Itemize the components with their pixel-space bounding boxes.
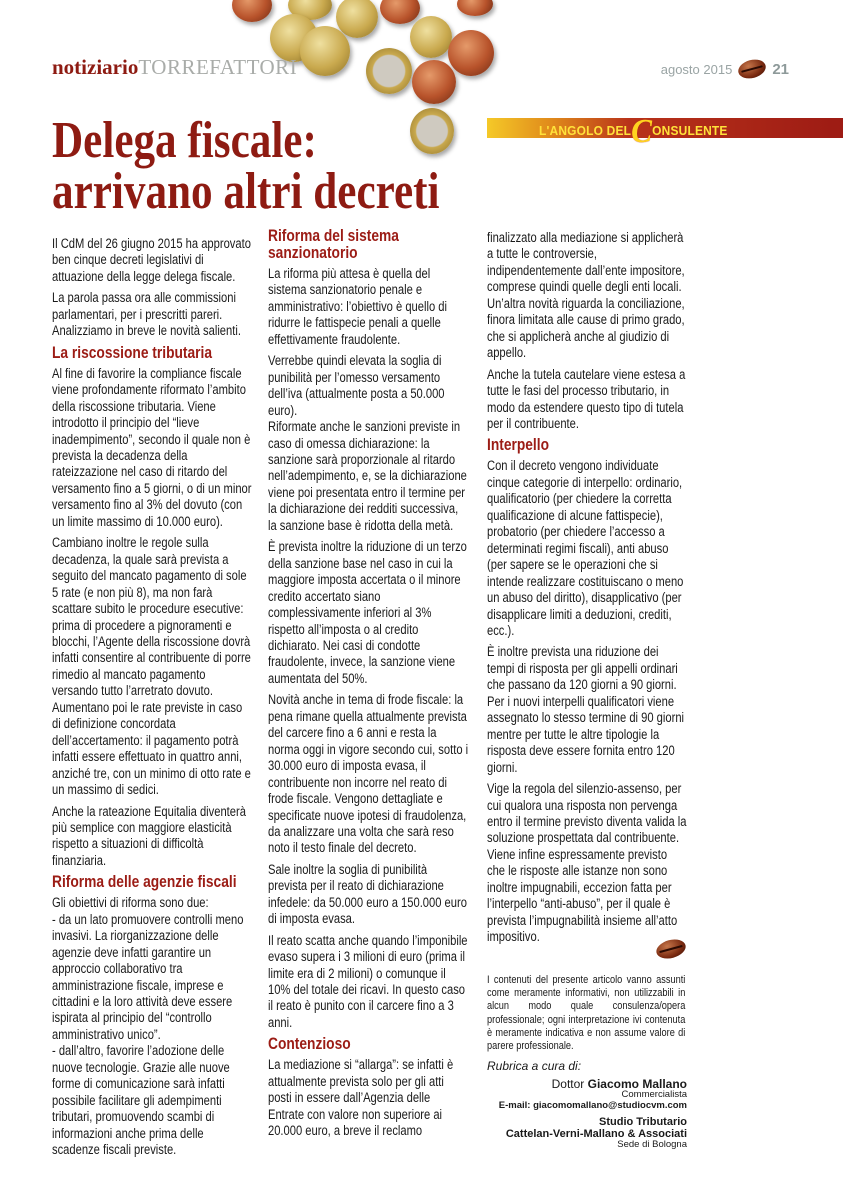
coin-icon xyxy=(457,0,493,16)
section-banner xyxy=(487,113,843,150)
page-number: 21 xyxy=(772,60,789,78)
paragraph: È prevista inoltre la riduzione di un terzo della sanzione base nel caso in cui la maggiore imposta accertata o il minore credito accertato siano complessivamente inferiori al 3% rispetto all’imposta o al credito dichiarato. Nei casi di condotte fraudolente, invece, la sanzione viene aumentata del 50%. xyxy=(268,539,467,686)
author-role: Commercialista xyxy=(621,1089,687,1100)
disclaimer: I contenuti del presente articolo vanno assunti come meramente informativi, non utilizzabili in alcun modo quale consulenza/opera professionale; ogni interpretazione ivi contenuta è meramente indicativa e non assume valore di parere professionale. xyxy=(487,974,686,1053)
paragraph: - dall’altro, favorire l’adozione delle nuove tecnologie. Grazie alle nuove forme di comunicazione sarà infatti possibile facilitare gli adempimenti tributari, promuovendo scambi di informazioni anche prima delle scadenze fiscali previste. xyxy=(52,1043,230,1158)
firm-name-2: Cattelan-Verni-Mallano & Associati xyxy=(505,1128,687,1140)
issue-info xyxy=(661,60,789,78)
author-name: Giacomo Mallano xyxy=(587,1077,687,1091)
banner-suffix: ONSULENTE xyxy=(652,123,728,138)
paragraph: Viene infine espressamente previsto che le risposte alle istanze non sono inoltre impugnabili, eccezion fatta per l’interpello “anti-abuso”, per il quale è prevista l’impugnabilità insieme all’atto impositivo. xyxy=(487,846,678,945)
paragraph: Il reato scatta anche quando l’imponibile evaso supera i 3 milioni di euro (prima il limite era di 2 milioni) o comunque il 10% del totale dei ricavi. In questo caso il reato è punito con il carcere fino a 3 anni. xyxy=(268,932,468,1030)
page-title xyxy=(52,112,440,220)
coin-icon xyxy=(232,0,272,22)
paragraph: Novità anche in tema di frode fiscale: la pena rimane quella attualmente prevista del carcere fino a 6 anni e resta la norma oggi in vigore secondo cui, sotto i 30.000 euro di imposta evasa, il contribuente non incorre nel reato di frode fiscale. Vengono dettagliate e specificate nuove ipotesi di fraudolenza, da analizzare una volta che sarà reso noto il testo finale del decreto. xyxy=(268,692,469,856)
paragraph: La riforma più attesa è quella del sistema sanzionatorio penale e amministrativo: l’obiettivo è quello di ridurre le fattispecie penali a quelle effettivamente fraudolente. xyxy=(268,266,447,347)
author-email[interactable]: E-mail: giacomomallano@studiocvm.com xyxy=(498,1099,687,1111)
banner-prefix: L'ANGOLO DEL xyxy=(539,123,632,138)
coffee-bean-icon xyxy=(736,57,768,82)
section-heading: La riscossione tributaria xyxy=(52,343,213,362)
article-column-2 xyxy=(268,228,468,1145)
masthead-primary: notiziario xyxy=(52,55,139,79)
paragraph: Al fine di favorire la compliance fiscale viene profondamente riformato l’ambito della riscossione tributaria. Viene introdotto il principio del “lieve inadempimento”, secondo il quale non è prevista la decadenza della rateizzazione nel caso di ritardo del versamento fino a 5 giorni, o di un minor versamento fino al 3% del dovuto (con un limite massimo di 10.000 euro). xyxy=(52,365,252,529)
paragraph: - da un lato promuovere controlli meno invasivi. La riorganizzazione delle agenzie deve infatti garantire un approccio collaborativo tra amministrazione fiscale, imprese e cittadini e la loro attività deve essere ispirata al principio del “controllo amministrativo unico”. xyxy=(52,911,244,1042)
section-heading: Interpello xyxy=(487,436,550,455)
author-title: Dottor xyxy=(551,1077,585,1091)
paragraph: Un’altra novità riguarda la conciliazione, finora limitata alle cause di primo grado, che si applicherà anche al giudizio di appello. xyxy=(487,295,685,361)
coin-icon xyxy=(412,60,456,104)
title-line-1: Delega fiscale: xyxy=(52,112,317,169)
paragraph: È inoltre prevista una riduzione dei tempi di risposta per gli appelli ordinari che passano da 120 giorni a 90 giorni. xyxy=(487,644,678,693)
section-heading: Riforma del sistema sanzionatorio xyxy=(268,227,399,262)
issue-date: agosto 2015 xyxy=(660,61,733,77)
article-column-1 xyxy=(52,236,252,1164)
masthead-secondary: TORREFATTORI xyxy=(138,55,298,79)
section-heading: Riforma delle agenzie fiscali xyxy=(52,873,237,892)
paragraph: Il CdM del 26 giugno 2015 ha approvato ben cinque decreti legislativi di attuazione della legge delega fiscale. xyxy=(52,236,251,284)
author-signature xyxy=(487,1060,687,1151)
paragraph: Anche la rateazione Equitalia diventerà più semplice con maggiore elasticità rispetto a situazioni di difficoltà finanziaria. xyxy=(52,803,246,868)
banner-initial: C xyxy=(631,113,653,150)
paragraph: Aumentano poi le rate previste in caso di definizione concordata dell’accertamento: il pagamento potrà infatti essere effettuato in quattro anni, anziché tre, con un minimo di otto rate e un massimo di sedici. xyxy=(52,699,251,798)
paragraph: La parola passa ora alle commissioni parlamentari, per i prescritti pareri. Analizziamo in breve le novità salienti. xyxy=(52,290,241,339)
coin-icon xyxy=(410,16,452,58)
masthead xyxy=(52,55,297,80)
article-column-3 xyxy=(487,230,687,951)
paragraph: Riformate anche le sanzioni previste in caso di omessa dichiarazione: la sanzione sarà proporzionale al ritardo nell’adempimento, e, se la dichiarazione viene poi presentata entro il termine per la dichiarazione dei redditi successiva, la sanzione base è ridotta della metà. xyxy=(268,419,467,533)
firm-location: Sede di Bologna xyxy=(617,1139,687,1150)
firm-name-1: Studio Tributario xyxy=(599,1116,687,1128)
paragraph: Cambiano inoltre le regole sulla decadenza, la quale sarà prevista a seguito del mancato pagamento di sole 5 rate (e non più 8), ma non farà scattare subito le procedure esecutive: prima di procedere a pignoramenti e blocchi, l’Agente della riscossione dovrà infatti consentire al contribuente di porre rimedio al mancato pagamento versando tutto l’arretrato dovuto. xyxy=(52,535,251,699)
paragraph: La mediazione si “allarga”: se infatti è attualmente prevista solo per gli atti posti in essere dall’Agenzia delle Entrate con valore non superiore ai 20.000 euro, a breve il reclamo xyxy=(268,1057,454,1139)
coin-icon xyxy=(300,26,350,76)
paragraph: Vige la regola del silenzio-assenso, per cui qualora una risposta non pervenga entro il termine previsto diventa valida la soluzione prospettata dal contribuente. xyxy=(487,781,687,846)
coin-icon xyxy=(448,30,494,76)
coin-icon xyxy=(366,48,412,94)
paragraph: Verrebbe quindi elevata la soglia di punibilità per l’omesso versamento dell’iva (attualmente posta a 50.000 euro). xyxy=(268,353,445,418)
signature-intro: Rubrica a cura di: xyxy=(487,1059,582,1073)
paragraph: Per i nuovi interpelli qualificatori viene assegnato lo stesso termine di 90 giorni mentre per tutte le altre tipologie la risposta deve essere fornita entro 120 giorni. xyxy=(487,693,685,775)
paragraph: finalizzato alla mediazione si applicherà a tutte le controversie, indipendentemente dall’ente impositore, comprese quindi quelle degli enti locali. xyxy=(487,230,685,295)
paragraph: Con il decreto vengono individuate cinque categorie di interpello: ordinario, qualificatorio (per chiedere la corretta qualificazione di alcune fattispecie), probatorio (per chiedere l’accesso a determinati regimi fiscali), anti abuso (per sapere se le operazioni che si intende realizzare costituiscano o meno un abuso del diritto), disapplicativo (per disapplicare limiti a deduzioni, crediti, ecc.). xyxy=(487,458,684,638)
paragraph: Sale inoltre la soglia di punibilità prevista per il reato di dichiarazione infedele: da 50.000 euro a 150.000 euro di imposta evasa. xyxy=(268,861,467,927)
section-heading: Contenzioso xyxy=(268,1035,351,1054)
paragraph: Anche la tutela cautelare viene estesa a tutte le fasi del processo tributario, in modo da estendere questo tipo di tutela per il contribuente. xyxy=(487,366,686,431)
coin-icon xyxy=(380,0,420,24)
paragraph: Gli obiettivi di riforma sono due: xyxy=(52,895,209,911)
title-line-2: arrivano altri decreti xyxy=(52,163,440,220)
